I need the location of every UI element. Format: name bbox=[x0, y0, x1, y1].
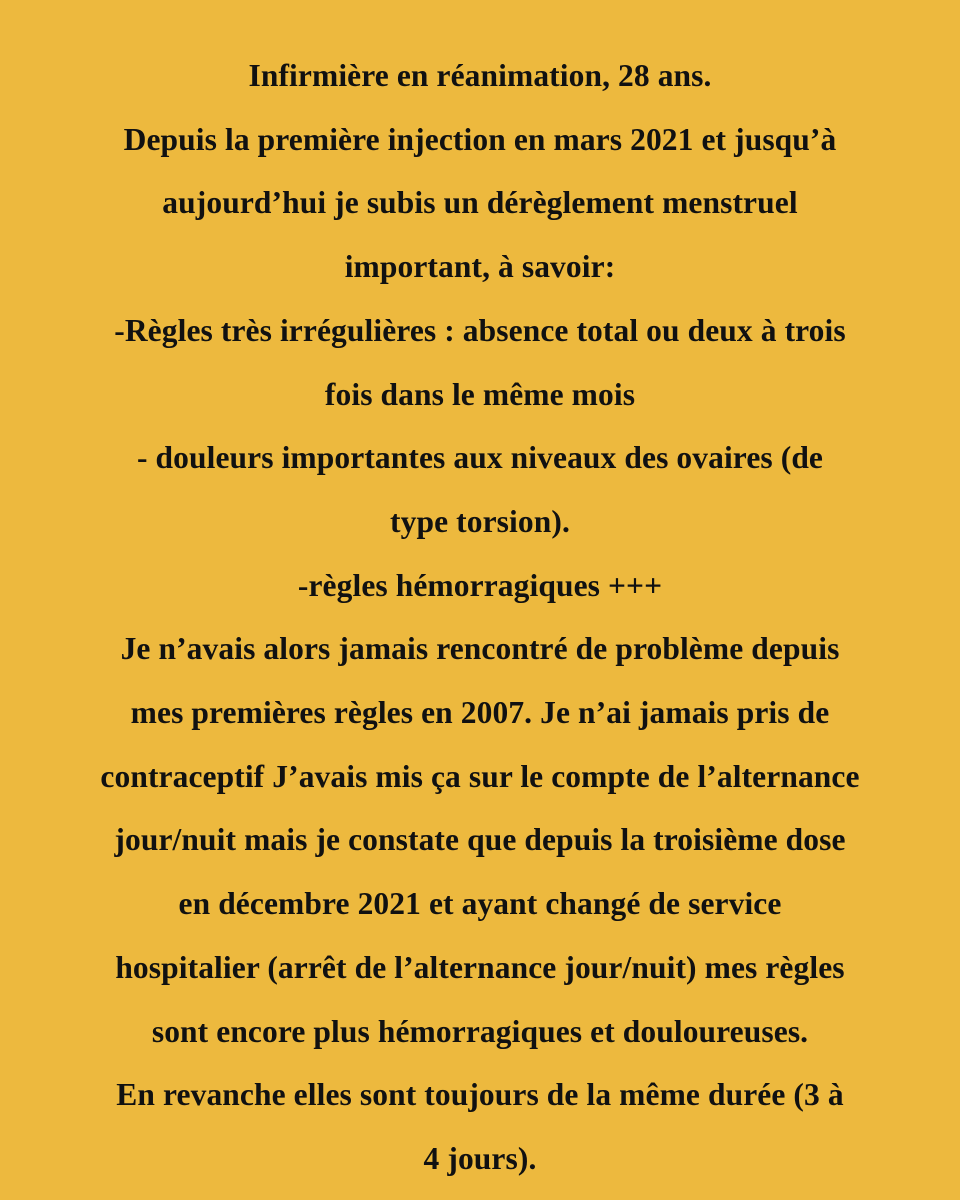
symptom-line: - douleurs importantes aux niveaux des ovaires (de bbox=[136, 440, 824, 476]
text-line: Depuis la première injection en mars 2021 et jusqu’à bbox=[123, 121, 837, 157]
text-line: sont encore plus hémorragiques et douloureuses. bbox=[151, 1013, 809, 1049]
text-line: jour/nuit mais je constate que depuis la troisième dose bbox=[114, 822, 846, 858]
text-line: En revanche elles sont toujours de la même durée (3 à bbox=[116, 1077, 844, 1113]
symptom-line: fois dans le même mois bbox=[324, 376, 636, 412]
text-line: contraceptif J’avais mis ça sur le compte de l’alternance bbox=[100, 758, 860, 794]
text-line: 4 jours). bbox=[423, 1140, 537, 1176]
text-line: hospitalier (arrêt de l’alternance jour/nuit) mes règles bbox=[115, 949, 845, 985]
text-line: aujourd’hui je subis un dérèglement menstruel bbox=[162, 185, 798, 221]
text-line: important, à savoir: bbox=[344, 249, 616, 285]
symptom-line: type torsion). bbox=[390, 503, 570, 539]
text-line: en décembre 2021 et ayant changé de service bbox=[178, 886, 782, 922]
symptom-line: -Règles très irrégulières : absence total ou deux à trois bbox=[114, 312, 846, 348]
text-line: Je n’avais alors jamais rencontré de problème depuis bbox=[120, 631, 840, 667]
text-line: mes premières règles en 2007. Je n’ai jamais pris de bbox=[130, 695, 830, 731]
testimony-text bbox=[0, 44, 960, 1191]
symptom-line: -règles hémorragiques +++ bbox=[297, 567, 663, 603]
text-line-title: Infirmière en réanimation, 28 ans. bbox=[248, 58, 712, 93]
